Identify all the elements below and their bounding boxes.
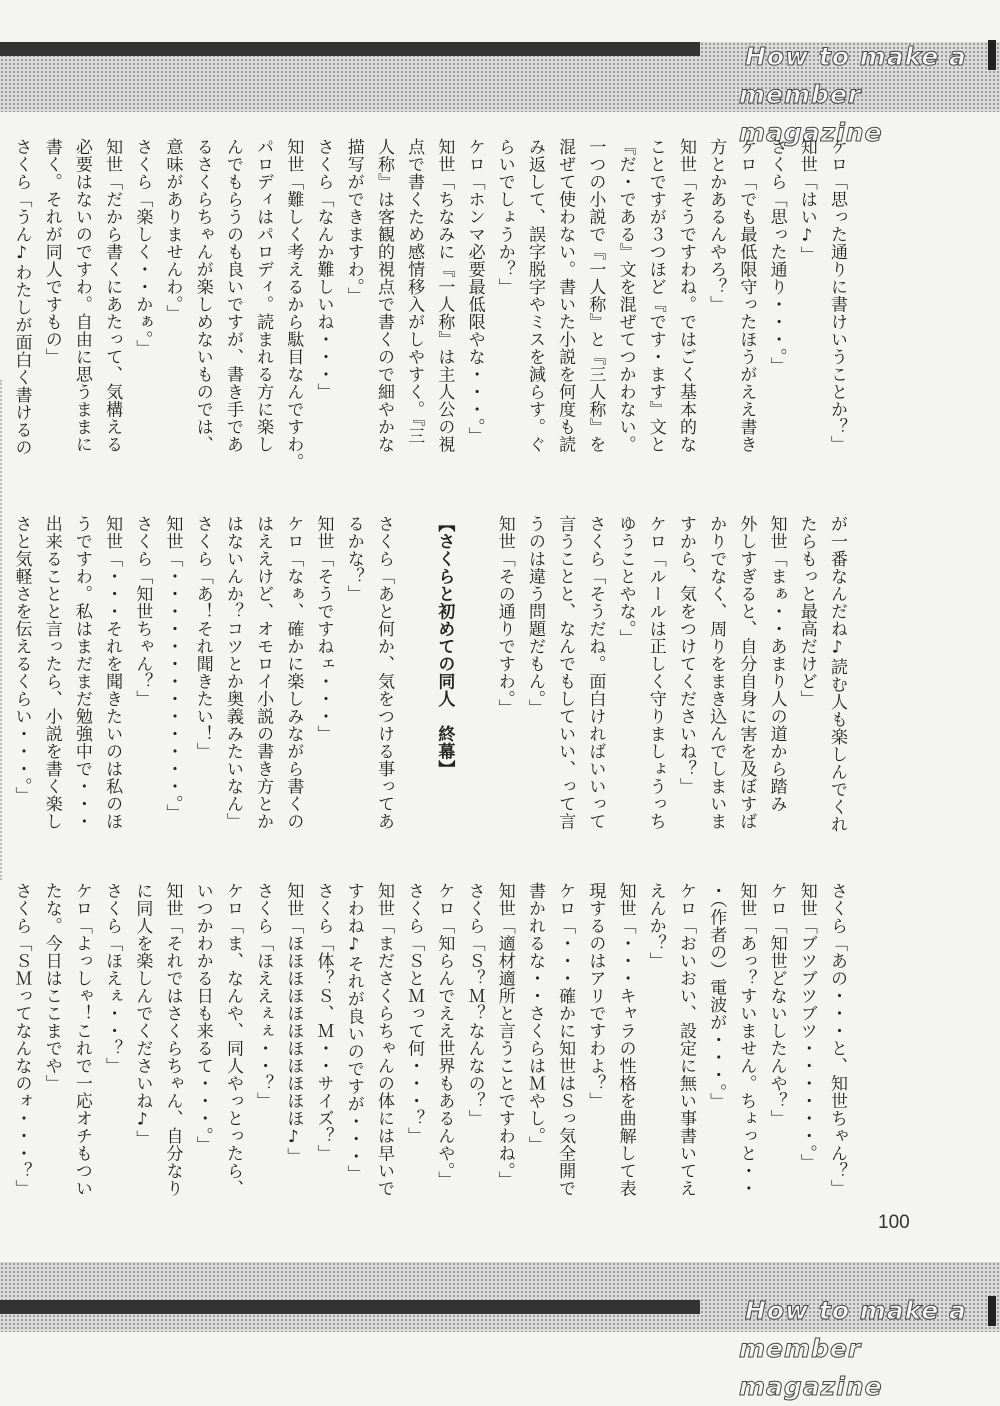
text-line: ゆうことやな。」 <box>615 515 636 647</box>
text-line: さくら「うん♪わたしが面白く書けるの <box>11 138 32 456</box>
text-line: 出来ることと言ったら、小説を書く楽し <box>41 515 62 830</box>
text-line: ・（作者の）電波が・・・。」 <box>706 882 727 1110</box>
text-line: ケロ「なぁ、確かに楽しみながら書くの <box>283 515 304 830</box>
text-line: 知世「適材適所と言うことですわね。」 <box>494 882 515 1189</box>
text-line: み返して、誤字脱字やミスを減らす。ぐ <box>524 138 545 453</box>
text-line: さくら「ＳとＭって何・・・？」 <box>404 882 425 1145</box>
text-line: うのは違う問題だもん。」 <box>524 515 545 717</box>
text-line: ケロ「おいおい、設定に無い事書いてえ <box>675 882 696 1197</box>
text-line: さくら「あと何か、気をつける事ってあ <box>373 515 394 830</box>
text-line: さくら「思った通り・・・。」 <box>766 138 787 375</box>
text-line <box>459 515 489 855</box>
text-line: さくら「ほええぇぇ・・？」 <box>253 882 274 1110</box>
text-line <box>399 515 429 855</box>
text-line: ケロ「ま、なんや、同人やっとったら、 <box>222 882 243 1197</box>
text-line: ケロ「よっしゃ！これで一応オチもつい <box>71 882 92 1197</box>
text-line: 知世「ブツブツブツ・・・・・・。」 <box>796 882 817 1171</box>
text-line: らいでしょうか？」 <box>494 138 515 296</box>
text-line: 知世「だから書くにあたって、気構える <box>102 138 123 453</box>
text-line: 描写ができますわ。」 <box>343 138 364 305</box>
text-line: 一つの小説で『一人称』と『三人称』を <box>585 138 606 453</box>
text-line: すから、気をつけてくださいね？」 <box>675 515 696 795</box>
header-brand-line2: member magazine <box>739 80 883 147</box>
text-line: 知世「ちなみに『一人称』は主人公の視 <box>434 138 455 453</box>
text-line: たな。今日はここまでや」 <box>41 882 62 1092</box>
text-line: 書かれるな・・さくらはＭやし。」 <box>524 882 545 1154</box>
text-line: 現するのはアリですわよ？」 <box>585 882 606 1110</box>
text-line: さくら「体？Ｓ、Ｍ・・サイズ？」 <box>313 882 334 1162</box>
section-dialogue-3 <box>11 882 852 1222</box>
footer-brand <box>739 1292 990 1406</box>
text-line: が一番なんだね♪読む人も楽しんでくれ <box>827 515 847 833</box>
text-line: 知世「まださくらちゃんの体には早いで <box>373 882 394 1197</box>
text-line: ケロ「でも最低限守ったほうがええ書き <box>736 138 757 453</box>
text-line: さくら「ほえぇ・・？」 <box>102 882 123 1075</box>
text-line: さくら「あの・・・と、知世ちゃん？」 <box>827 882 847 1197</box>
text-line: 意味がありませんわ。」 <box>162 138 183 322</box>
text-line: 知世「まぁ・・あまり人の道から踏み <box>766 515 787 813</box>
text-line: んでもらうのも良いですが、書き手であ <box>222 138 243 453</box>
text-line: えんか？」 <box>645 882 666 970</box>
text-line: さくら「あ！それ聞きたい！」 <box>192 515 213 760</box>
text-line: 知世「・・・キャラの性格を曲解して表 <box>615 882 636 1197</box>
text-line: るかな？」 <box>343 515 364 603</box>
text-line: に同人を楽しんでくださいね♪」 <box>132 882 153 1148</box>
footer-brand-line1: How to make a <box>745 1296 967 1325</box>
text-line: 書く。それが同人ですもの」 <box>41 138 62 366</box>
section-dialogue-2 <box>11 515 852 855</box>
text-line: いつかわかる日も来るて・・・。」 <box>192 882 213 1154</box>
text-line: かりでなく、周りをまき込んでしまいま <box>706 515 727 830</box>
text-line: すわね♪それが良いのですが・・・」 <box>343 882 364 1183</box>
text-line: ケロ「思った通りに書けいうことか？」 <box>827 138 847 453</box>
text-line: 混ぜて使わない。書いた小説を何度も読 <box>555 138 576 453</box>
text-line: 知世「・・・それを聞きたいのは私のほ <box>102 515 123 830</box>
text-line: さと気軽さを伝えるくらい・・・。」 <box>11 515 32 804</box>
text-line: ケロ「ルールは正しく守りましょうっち <box>645 515 666 830</box>
text-line: 知世「あっ？すいません。ちょっと・・ <box>736 882 757 1197</box>
text-line: 『だ・である』文を混ぜてつかわない。 <box>615 138 636 453</box>
text-line: ケロ「・・・確かに知世はＳっ気全開で <box>555 882 576 1197</box>
text-line: さくら「楽しく・・かぁ。」 <box>132 138 153 357</box>
text-line: さくら「ＳＭってなんなのォ・・・？」 <box>11 882 32 1197</box>
text-line: 知世「・・・・・・・・・・・・・。」 <box>162 515 183 822</box>
header-bar <box>0 42 700 56</box>
footer-bar <box>0 1300 700 1314</box>
text-line: 点で書くため感情移入がしやすく。『三 <box>404 138 425 445</box>
text-line: ケロ「知世どないしたんや？」 <box>766 882 787 1127</box>
text-line: 言うことと、なんでもしていい、って言 <box>555 515 576 830</box>
text-line: さくら「そうだね。面白ければいいって <box>585 515 606 830</box>
footer-brand-line2: member magazine <box>739 1334 883 1401</box>
text-line: 知世「そうですねェ・・・」 <box>313 515 334 743</box>
text-line: 外しすぎると、自分自身に害を及ぼすば <box>736 515 757 830</box>
header-brand-line1: How to make a <box>745 42 967 71</box>
text-line: はないんか？コツとか奥義みたいなん」 <box>222 515 243 830</box>
text-line: 必要はないのですわ。自由に思うままに <box>71 138 92 453</box>
text-line: 知世「ほほほほほほほほほほほ♪」 <box>283 882 304 1165</box>
text-line: 【さくらと初めての同人 終幕】 <box>434 515 455 778</box>
text-line: 人称』は客観的視点で書くので細やかな <box>373 138 394 453</box>
text-line: 知世「難しく考えるから駄目なんですわ。 <box>283 138 304 471</box>
text-line: うですわ。私はまだまだ勉強中で・・・ <box>71 515 92 830</box>
text-line: 知世「そうですわね。ではごく基本的な <box>675 138 696 453</box>
text-line: るさくらちゃんが楽しめないものでは、 <box>192 138 213 453</box>
text-line: ケロ「知らんでええ世界もあるんや。」 <box>434 882 455 1189</box>
text-line: パロディはパロディ。読まれる方に楽し <box>253 138 274 453</box>
text-line: 方とかあるんやろ？」 <box>706 138 727 313</box>
text-line: 知世「はい♪」 <box>796 138 817 264</box>
page-number: 100 <box>878 1212 910 1233</box>
text-line: ケロ「ホンマ必要最低限やな・・・。」 <box>464 138 485 445</box>
text-line: たらもっと最高だけど」 <box>796 515 817 708</box>
text-line: さくら「知世ちゃん？」 <box>132 515 153 708</box>
text-line: さくら「Ｓ？Ｍ？なんなの？」 <box>464 882 485 1127</box>
text-line: 知世「それではさくらちゃん、自分なり <box>162 882 183 1197</box>
text-line: さくら「なんか難しいね・・・」 <box>313 138 334 401</box>
header-brand <box>739 38 990 152</box>
text-line: 知世「その通りですわ。」 <box>494 515 515 717</box>
text-line: はええけど、オモロイ小説の書き方とか <box>253 515 274 830</box>
section-dialogue-1 <box>11 138 852 483</box>
text-line: ことですが３つほど『です・ます』文と <box>645 138 666 453</box>
